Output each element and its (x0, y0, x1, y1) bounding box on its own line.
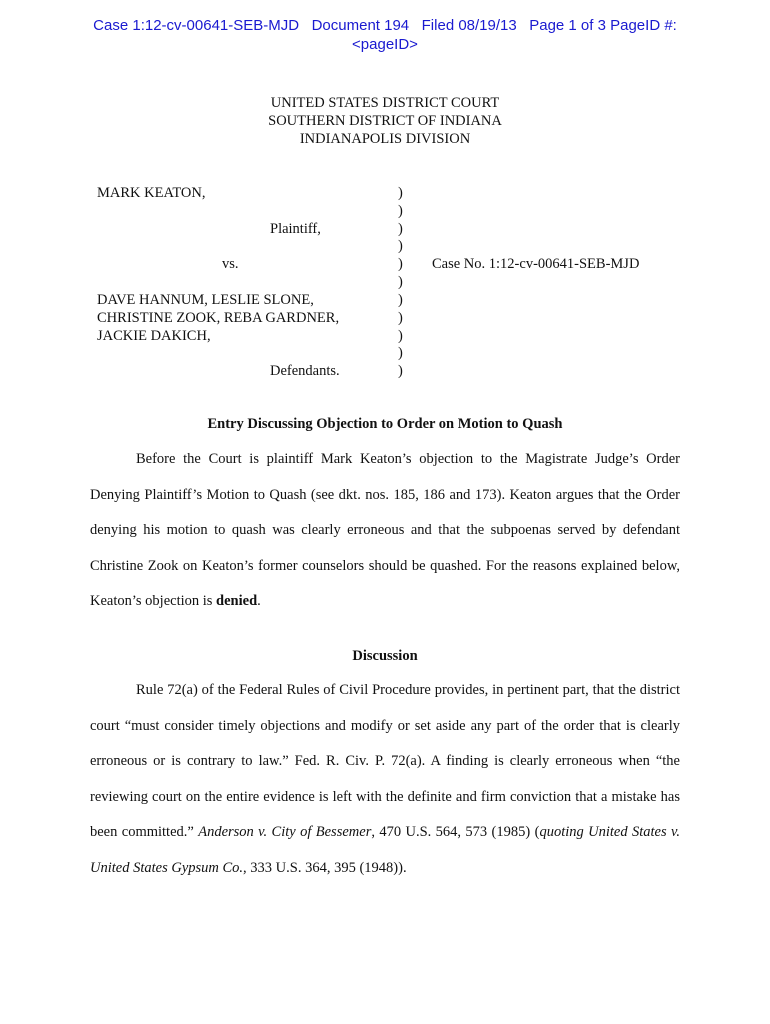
court-division: INDIANAPOLIS DIVISION (299, 131, 471, 147)
defendants-line-2: CHRISTINE ZOOK, REBA GARDNER, (97, 310, 340, 326)
court-name: UNITED STATES DISTRICT COURT (270, 95, 500, 111)
caption-paren: ) (398, 363, 403, 379)
court-heading (0, 94, 770, 148)
court-district: SOUTHERN DISTRICT OF INDIANA (268, 113, 502, 129)
case-citation-anderson: Anderson v. City of Bessemer (198, 824, 372, 841)
caption-paren: ) (398, 221, 403, 237)
caption-paren: ) (398, 185, 403, 201)
citation-1: , 470 U.S. 564, 573 (1985) ( (371, 824, 540, 841)
stamp-line-1: Case 1:12-cv-00641-SEB-MJD Document 194 Filed 08/19/13 Page 1 of 3 PageID #: (93, 17, 677, 34)
citation-2: , 333 U.S. 364, 395 (1948)). (243, 859, 407, 876)
caption-paren: ) (398, 292, 403, 308)
caption-paren: ) (398, 345, 403, 361)
case-number: Case No. 1:12-cv-00641-SEB-MJD (432, 256, 640, 272)
ecf-header-stamp (0, 16, 770, 54)
stamp-line-2: <pageID> (352, 36, 418, 53)
entry-title: Entry Discussing Objection to Order on Motion to Quash (207, 416, 563, 432)
caption-paren: ) (398, 203, 403, 219)
caption-paren: ) (398, 274, 403, 290)
paragraph-rule (90, 673, 680, 887)
versus-label: vs. (222, 256, 239, 272)
plaintiff-role: Plaintiff, (270, 221, 321, 237)
paragraph-intro-end: . (257, 593, 261, 610)
defendants-line-1: DAVE HANNUM, LESLIE SLONE, (97, 292, 314, 308)
caption-paren: ) (398, 238, 403, 254)
discussion-heading: Discussion (352, 648, 418, 664)
case-citation-gypsum: quoting United States v. United States Gypsum Co. (90, 824, 680, 876)
paragraph-intro-text: Before the Court is plaintiff Mark Keaton’s objection to the Magistrate Judge’s Order Denying Plaintiff’s Motion to Quash (see dkt. nos. 185, 186 and 173). Keaton argues that the Order denying his motion to quash was clearly erroneous and that the subpoenas served by defendant Christine Zook on Keaton’s former counselors should be quashed. For the reasons explained below, Keaton’s objection is (90, 451, 680, 610)
plaintiff-name: MARK KEATON, (97, 185, 206, 201)
defendants-line-3: JACKIE DAKICH, (97, 328, 211, 344)
paragraph-intro (90, 442, 680, 620)
defendants-role: Defendants. (270, 363, 340, 379)
caption-paren: ) (398, 328, 403, 344)
paragraph-rule-text: Rule 72(a) of the Federal Rules of Civil Procedure provides, in pertinent part, that the district court “must consider timely objections and modify or set aside any part of the order that is clearly erroneous or is contrary to law.” Fed. R. Civ. P. 72(a). A finding is clearly erroneous when “the reviewing court on the entire evidence is left with the definite and firm conviction that a mistake has been committed.” (90, 682, 680, 841)
ruling-word: denied (216, 593, 258, 610)
caption-paren: ) (398, 256, 403, 272)
caption-paren: ) (398, 310, 403, 326)
